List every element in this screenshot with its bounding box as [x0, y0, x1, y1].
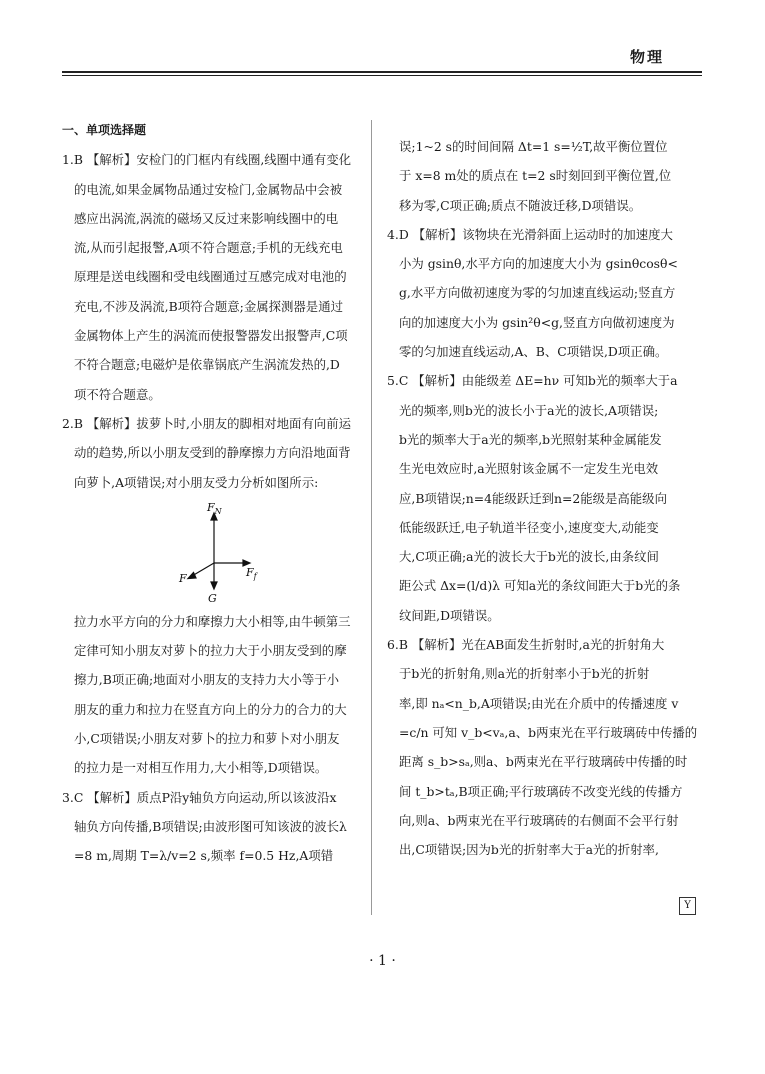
text-line: 大,C项正确;a光的波长大于b光的波长,由条纹间: [399, 549, 659, 565]
text-line: 擦力,B项正确;地面对小朋友的支持力大小等于小: [74, 672, 340, 688]
subject-header: 物理: [630, 48, 665, 66]
text-line: 不符合题意;电磁炉是依靠锅底产生涡流发热的,D: [74, 357, 340, 373]
text-line: 出,C项错误;因为b光的折射率大于a光的折射率,: [399, 842, 659, 858]
text-line: 生光电效应时,a光照射该金属不一定发生光电效: [399, 461, 659, 477]
answer-q2-part2: [62, 607, 362, 783]
answer-q4: [387, 220, 702, 366]
text-line: 轴负方向传播,B项错误;由波形图可知该波的波长λ: [74, 818, 347, 834]
force-diagram: [62, 497, 362, 607]
text-line: 充电,不涉及涡流,B项符合题意;金属探测器是通过: [74, 298, 343, 314]
answer-q3-part1: [62, 783, 362, 871]
text-line: 距离 s_b>sₐ,则a、b两束光在平行玻璃砖中传播的时: [399, 754, 688, 770]
text-line: 的拉力是一对相互作用力,大小相等,D项错误。: [74, 760, 328, 776]
text-line: 距公式 Δx=(l/d)λ 可知a光的条纹间距大于b光的条: [399, 578, 681, 594]
gravity-label: G: [208, 591, 217, 605]
answer-q3-part2: [387, 132, 702, 220]
text-line: 6.B 【解析】光在AB面发生折射时,a光的折射角大: [387, 637, 665, 653]
text-line: 移为零,C项正确;质点不随波迁移,D项错误。: [399, 197, 642, 213]
pull-force-label: F: [179, 571, 187, 585]
text-line: 原理是送电线圈和受电线圈通过互感完成对电池的: [74, 269, 347, 285]
answer-q1: [62, 145, 362, 409]
answer-q5: [387, 366, 702, 630]
text-line: 1.B 【解析】安检门的门框内有线圈,线圈中通有变化: [62, 152, 352, 168]
text-line: 零的匀加速直线运动,A、B、C项错误,D项正确。: [399, 344, 668, 360]
answer-q6: [387, 630, 702, 864]
text-line: 小为 gsinθ,水平方向的加速度大小为 gsinθcosθ<: [399, 256, 678, 272]
text-line: 流,从而引起报警,A项不符合题意;手机的无线充电: [74, 240, 343, 256]
friction-force-label: $F_f$: [246, 565, 257, 581]
normal-force-label: $F_N$: [207, 500, 222, 516]
header-rule-thick: [62, 71, 702, 73]
text-line: 拉力水平方向的分力和摩擦力大小相等,由牛顿第三: [74, 613, 351, 629]
text-line: 5.C 【解析】由能级差 ΔE=hν 可知b光的频率大于a: [387, 373, 678, 389]
page-number: · 1 ·: [369, 953, 396, 969]
text-line: 3.C 【解析】质点P沿y轴负方向运动,所以该波沿x: [62, 789, 337, 805]
text-line: 向,则a、b两束光在平行玻璃砖的右侧面不会平行射: [399, 812, 679, 828]
text-line: 定律可知小朋友对萝卜的拉力大于小朋友受到的摩: [74, 643, 347, 659]
text-line: 率,即 nₐ<n_b,A项错误;由光在介质中的传播速度 v: [399, 695, 679, 711]
column-divider: [371, 120, 372, 915]
text-line: 于b光的折射角,则a光的折射率小于b光的折射: [399, 666, 650, 682]
text-line: 应,B项错误;n=4能级跃迁到n=2能级是高能级向: [399, 490, 667, 506]
left-column: [62, 116, 362, 871]
text-line: 动的趋势,所以小朋友受到的静摩擦力方向沿地面背: [74, 445, 351, 461]
section-title: 一、单项选择题: [62, 123, 147, 137]
text-line: g,水平方向做初速度为零的匀加速直线运动;竖直方: [399, 285, 676, 301]
text-line: 于 x=8 m处的质点在 t=2 s时刻回到平衡位置,位: [399, 168, 672, 184]
text-line: 小,C项错误;小朋友对萝卜的拉力和萝卜对小朋友: [74, 731, 340, 747]
text-line: 金属物体上产生的涡流而使报警器发出报警声,C项: [74, 328, 348, 344]
text-line: 感应出涡流,涡流的磁场又反过来影响线圈中的电: [74, 210, 339, 226]
text-line: 纹间距,D项错误。: [399, 607, 500, 623]
header-rule-thin: [62, 75, 702, 76]
text-line: 向的加速度大小为 gsin²θ<g,竖直方向做初速度为: [399, 314, 675, 330]
text-line: 低能级跃迁,电子轨道半径变小,速度变大,动能变: [399, 519, 659, 535]
text-line: 光的频率,则b光的波长小于a光的波长,A项错误;: [399, 402, 659, 418]
answer-q2-part1: [62, 409, 362, 497]
text-line: 项不符合题意。: [74, 386, 161, 402]
corner-mark: Y: [679, 897, 696, 915]
text-line: =c/n 可知 v_b<vₐ,a、b两束光在平行玻璃砖中传播的: [399, 724, 698, 740]
text-line: 4.D 【解析】该物块在光滑斜面上运动时的加速度大: [387, 226, 673, 242]
text-line: =8 m,周期 T=λ/v=2 s,频率 f=0.5 Hz,A项错: [74, 848, 334, 864]
text-line: 间 t_b>tₐ,B项正确;平行玻璃砖不改变光线的传播方: [399, 783, 683, 799]
text-line: 朋友的重力和拉力在竖直方向上的分力的合力的大: [74, 701, 347, 717]
text-line: 误;1~2 s的时间间隔 Δt=1 s=½T,故平衡位置位: [399, 139, 668, 154]
text-line: 的电流,如果金属物品通过安检门,金属物品中会被: [74, 181, 343, 197]
text-line: 向萝卜,A项错误;对小朋友受力分析如图所示:: [74, 474, 319, 490]
text-line: b光的频率大于a光的频率,b光照射某种金属能发: [399, 431, 662, 447]
text-line: 2.B 【解析】拔萝卜时,小朋友的脚相对地面有向前运: [62, 415, 352, 431]
right-column: [387, 132, 702, 864]
